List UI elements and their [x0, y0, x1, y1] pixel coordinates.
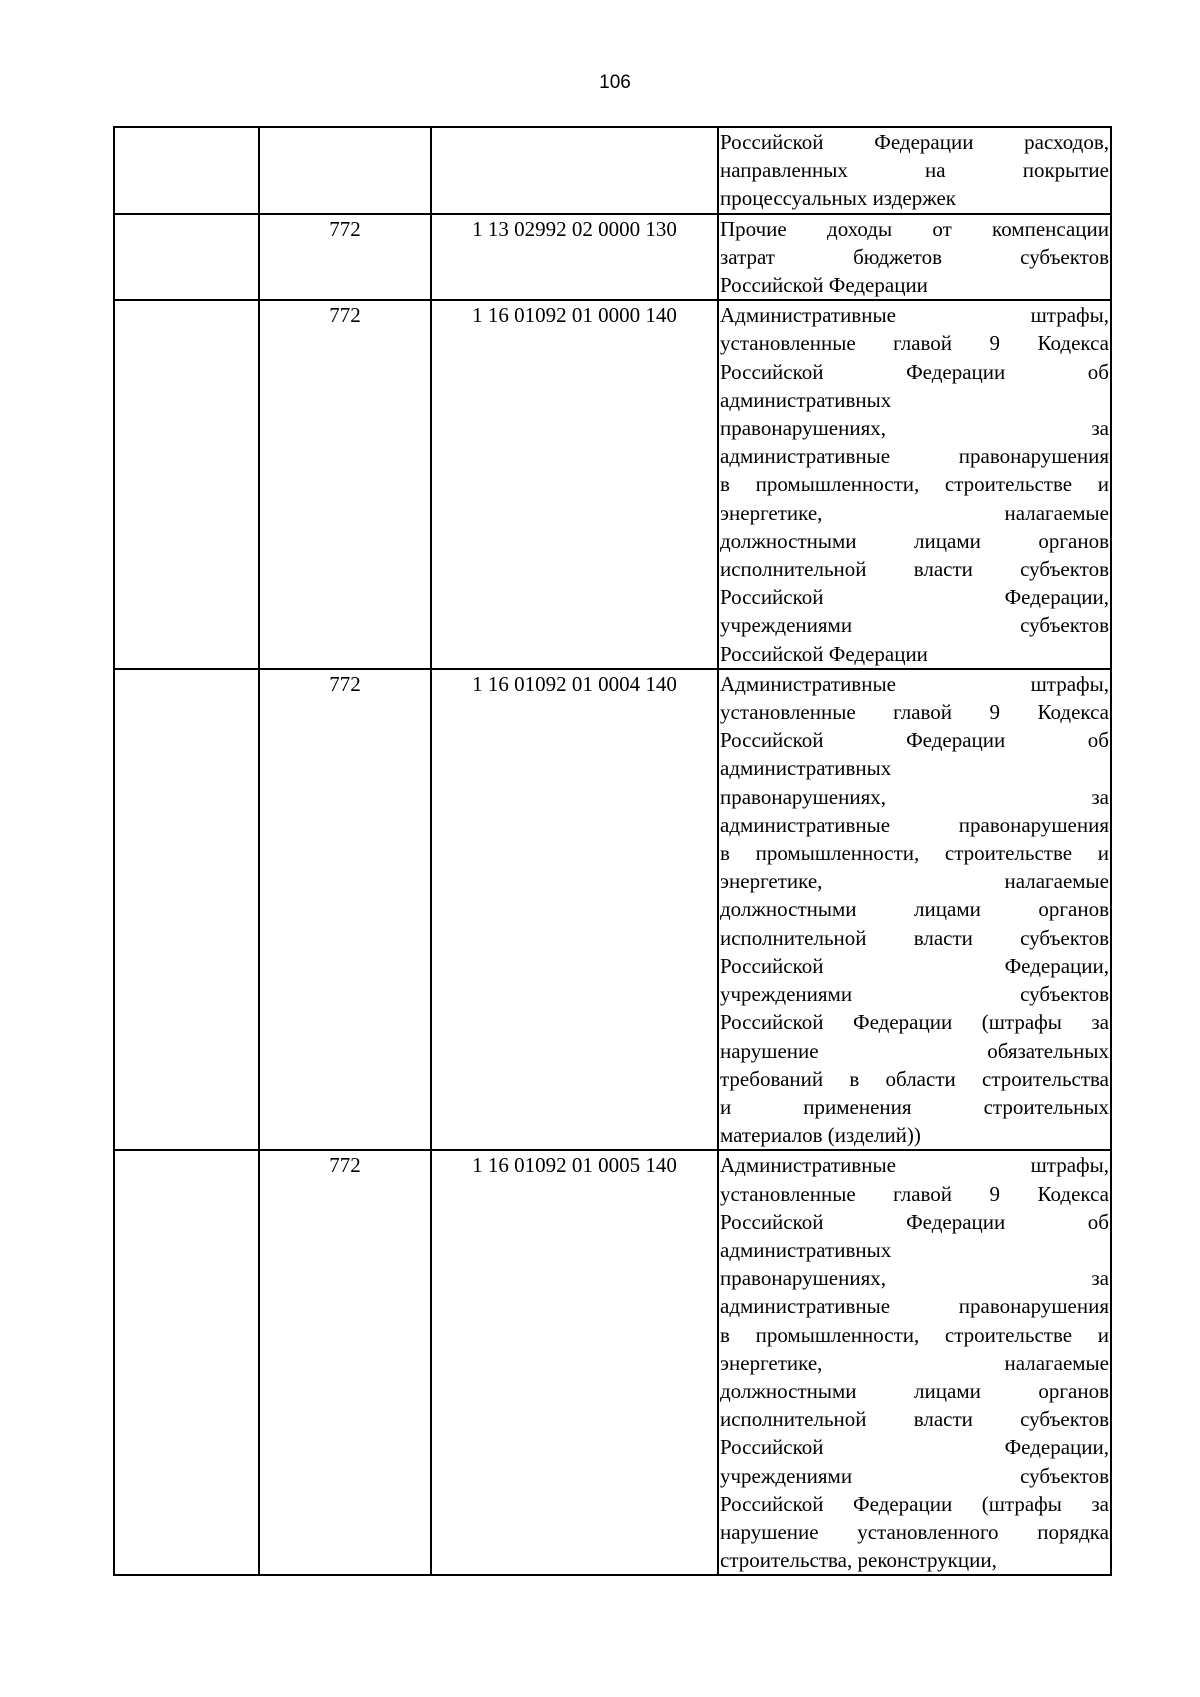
table-row — [114, 1150, 1111, 1575]
description-line: Российской Федерации, — [720, 1435, 1109, 1460]
description-line: Российской Федерации об — [720, 1209, 1109, 1234]
description-line: исполнительной власти субъектов — [720, 1407, 1109, 1432]
budget-codes-table — [113, 126, 1112, 1576]
description-cell — [718, 300, 1111, 669]
description-line: Административные штрафы, — [720, 303, 1109, 328]
description-line: должностными лицами органов — [720, 528, 1109, 553]
table-row — [114, 214, 1111, 301]
admin-code-cell: 772 — [259, 300, 431, 669]
description-line: процессуальных издержек — [720, 186, 956, 211]
description-line: требований в области строительства — [720, 1066, 1109, 1091]
description-cell — [718, 669, 1111, 1150]
description-line: административных — [720, 387, 892, 412]
description-line: исполнительной власти субъектов — [720, 925, 1109, 950]
description-line: Российской Федерации об — [720, 728, 1109, 753]
description-line: исполнительной власти субъектов — [720, 557, 1109, 582]
description-line: Российской Федерации (штрафы за — [720, 1010, 1109, 1035]
description-line: учреждениями субъектов — [720, 613, 1109, 638]
description-line: Российской Федерации, — [720, 953, 1109, 978]
table-row — [114, 300, 1111, 669]
description-line: правонарушениях, за — [720, 1266, 1109, 1291]
description-line: строительства, реконструкции, — [720, 1548, 997, 1573]
table-row — [114, 669, 1111, 1150]
description-line: административные правонарушения — [720, 1294, 1109, 1319]
description-line: административные правонарушения — [720, 812, 1109, 837]
description-cell — [718, 127, 1111, 214]
description-line: затрат бюджетов субъектов — [720, 244, 1109, 269]
description-line: правонарушениях, за — [720, 784, 1109, 809]
description-line: установленные главой 9 Кодекса — [720, 331, 1109, 356]
description-line: административных — [720, 1237, 892, 1262]
budget-code-cell — [431, 127, 718, 214]
budget-code-cell: 1 16 01092 01 0004 140 — [431, 669, 718, 1150]
empty-cell — [114, 300, 259, 669]
description-line: энергетике, налагаемые — [720, 1350, 1109, 1375]
page-number: 106 — [599, 72, 631, 93]
description-line: и применения строительных — [720, 1094, 1109, 1119]
budget-code-cell: 1 16 01092 01 0000 140 — [431, 300, 718, 669]
description-line: Российской Федерации — [720, 273, 928, 298]
empty-cell — [114, 1150, 259, 1575]
description-line: Российской Федерации (штрафы за — [720, 1491, 1109, 1516]
description-line: правонарушениях, за — [720, 416, 1109, 441]
description-line: учреждениями субъектов — [720, 982, 1109, 1007]
description-line: Российской Федерации расходов, — [720, 130, 1109, 154]
description-line: учреждениями субъектов — [720, 1463, 1109, 1488]
description-line: в промышленности, строительстве и — [720, 841, 1109, 866]
admin-code-cell: 772 — [259, 669, 431, 1150]
table-row — [114, 127, 1111, 214]
table-body — [114, 127, 1111, 1575]
description-line: направленных на покрытие — [720, 158, 1109, 183]
description-line: должностными лицами органов — [720, 897, 1109, 922]
description-line: установленные главой 9 Кодекса — [720, 700, 1109, 725]
empty-cell — [114, 127, 259, 214]
description-cell — [718, 214, 1111, 301]
description-line: установленные главой 9 Кодекса — [720, 1181, 1109, 1206]
description-line: энергетике, налагаемые — [720, 869, 1109, 894]
budget-code-cell: 1 13 02992 02 0000 130 — [431, 214, 718, 301]
empty-cell — [114, 669, 259, 1150]
description-line: в промышленности, строительстве и — [720, 472, 1109, 497]
admin-code-cell: 772 — [259, 214, 431, 301]
description-line: Российской Федерации, — [720, 585, 1109, 610]
description-line: материалов (изделий)) — [720, 1123, 921, 1148]
description-cell — [718, 1150, 1111, 1575]
empty-cell — [114, 214, 259, 301]
description-line: Административные штрафы, — [720, 1153, 1109, 1178]
description-line: энергетике, налагаемые — [720, 500, 1109, 525]
description-line: в промышленности, строительстве и — [720, 1322, 1109, 1347]
description-line: Административные штрафы, — [720, 671, 1109, 696]
admin-code-cell: 772 — [259, 1150, 431, 1575]
description-line: нарушение установленного порядка — [720, 1519, 1109, 1544]
description-line: Российской Федерации об — [720, 359, 1109, 384]
description-line: Российской Федерации — [720, 641, 928, 666]
description-line: нарушение обязательных — [720, 1038, 1109, 1063]
description-line: должностными лицами органов — [720, 1378, 1109, 1403]
budget-code-cell: 1 16 01092 01 0005 140 — [431, 1150, 718, 1575]
description-line: административных — [720, 756, 892, 781]
description-line: Прочие доходы от компенсации — [720, 216, 1109, 241]
description-line: административные правонарушения — [720, 444, 1109, 469]
admin-code-cell — [259, 127, 431, 214]
